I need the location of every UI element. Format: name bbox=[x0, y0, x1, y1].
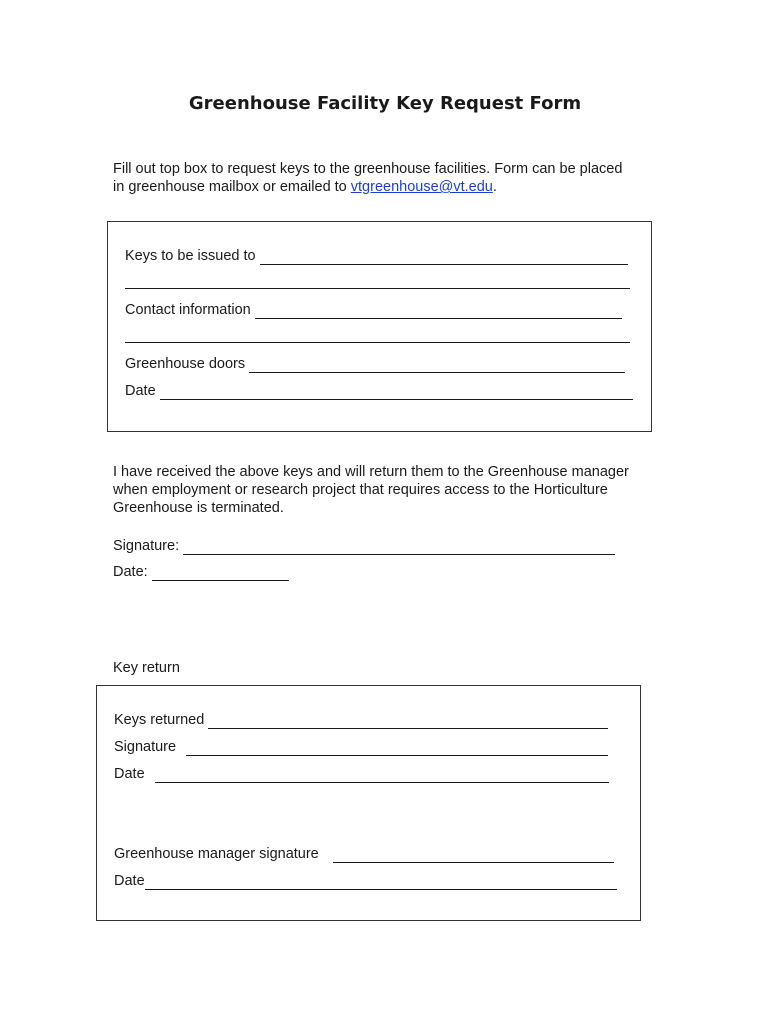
signature-row[interactable] bbox=[113, 535, 615, 555]
request-date-field[interactable] bbox=[160, 385, 633, 400]
page-title: Greenhouse Facility Key Request Form bbox=[188, 93, 582, 114]
manager-signature-field[interactable] bbox=[333, 848, 614, 863]
signature-date-field[interactable] bbox=[152, 566, 289, 581]
intro-line-2-end: . bbox=[492, 179, 497, 195]
request-date-row[interactable] bbox=[125, 380, 633, 400]
greenhouse-doors-field[interactable] bbox=[249, 358, 625, 373]
agreement-text bbox=[113, 463, 693, 517]
email-link[interactable]: vtgreenhouse@vt.edu bbox=[350, 179, 493, 195]
agreement-line-1: I have received the above keys and will return them to the Greenhouse manager bbox=[113, 464, 629, 480]
intro-text bbox=[113, 160, 673, 196]
intro-line-2 bbox=[113, 178, 673, 196]
manager-signature-row[interactable] bbox=[114, 843, 614, 863]
return-signature-row[interactable] bbox=[114, 736, 608, 756]
agreement-line-3: Greenhouse is terminated. bbox=[113, 500, 284, 516]
keys-returned-field[interactable] bbox=[208, 714, 608, 729]
keys-issued-continuation-line[interactable] bbox=[125, 288, 630, 289]
keys-returned-label: Keys returned bbox=[114, 712, 205, 728]
keys-issued-field[interactable] bbox=[260, 250, 628, 265]
return-signature-field[interactable] bbox=[186, 741, 608, 756]
contact-info-row[interactable] bbox=[125, 299, 622, 319]
manager-signature-label: Greenhouse manager signature bbox=[114, 846, 319, 862]
keys-issued-label: Keys to be issued to bbox=[125, 248, 256, 264]
greenhouse-doors-row[interactable] bbox=[125, 353, 625, 373]
manager-date-field[interactable] bbox=[145, 875, 617, 890]
agreement-line-2: when employment or research project that requires access to the Horticulture bbox=[113, 482, 608, 498]
keys-issued-row[interactable] bbox=[125, 245, 628, 265]
keys-returned-row[interactable] bbox=[114, 709, 608, 729]
contact-info-field[interactable] bbox=[255, 304, 622, 319]
manager-date-label: Date bbox=[114, 873, 145, 889]
return-date-row[interactable] bbox=[114, 763, 609, 783]
key-return-heading: Key return bbox=[113, 660, 180, 676]
return-date-field[interactable] bbox=[155, 768, 609, 783]
contact-info-continuation-line[interactable] bbox=[125, 342, 630, 343]
signature-field[interactable] bbox=[183, 540, 615, 555]
intro-line-1: Fill out top box to request keys to the greenhouse facilities. Form can be placed bbox=[113, 161, 623, 177]
return-date-label: Date bbox=[114, 766, 145, 782]
signature-date-row[interactable] bbox=[113, 561, 289, 581]
contact-info-label: Contact information bbox=[125, 302, 251, 318]
signature-date-label: Date: bbox=[113, 564, 148, 580]
request-date-label: Date bbox=[125, 383, 156, 399]
manager-date-row[interactable] bbox=[114, 870, 617, 890]
greenhouse-doors-label: Greenhouse doors bbox=[125, 356, 246, 372]
intro-line-2-text: in greenhouse mailbox or emailed to bbox=[113, 179, 351, 195]
return-signature-label: Signature bbox=[114, 739, 177, 755]
signature-label: Signature: bbox=[113, 538, 180, 554]
